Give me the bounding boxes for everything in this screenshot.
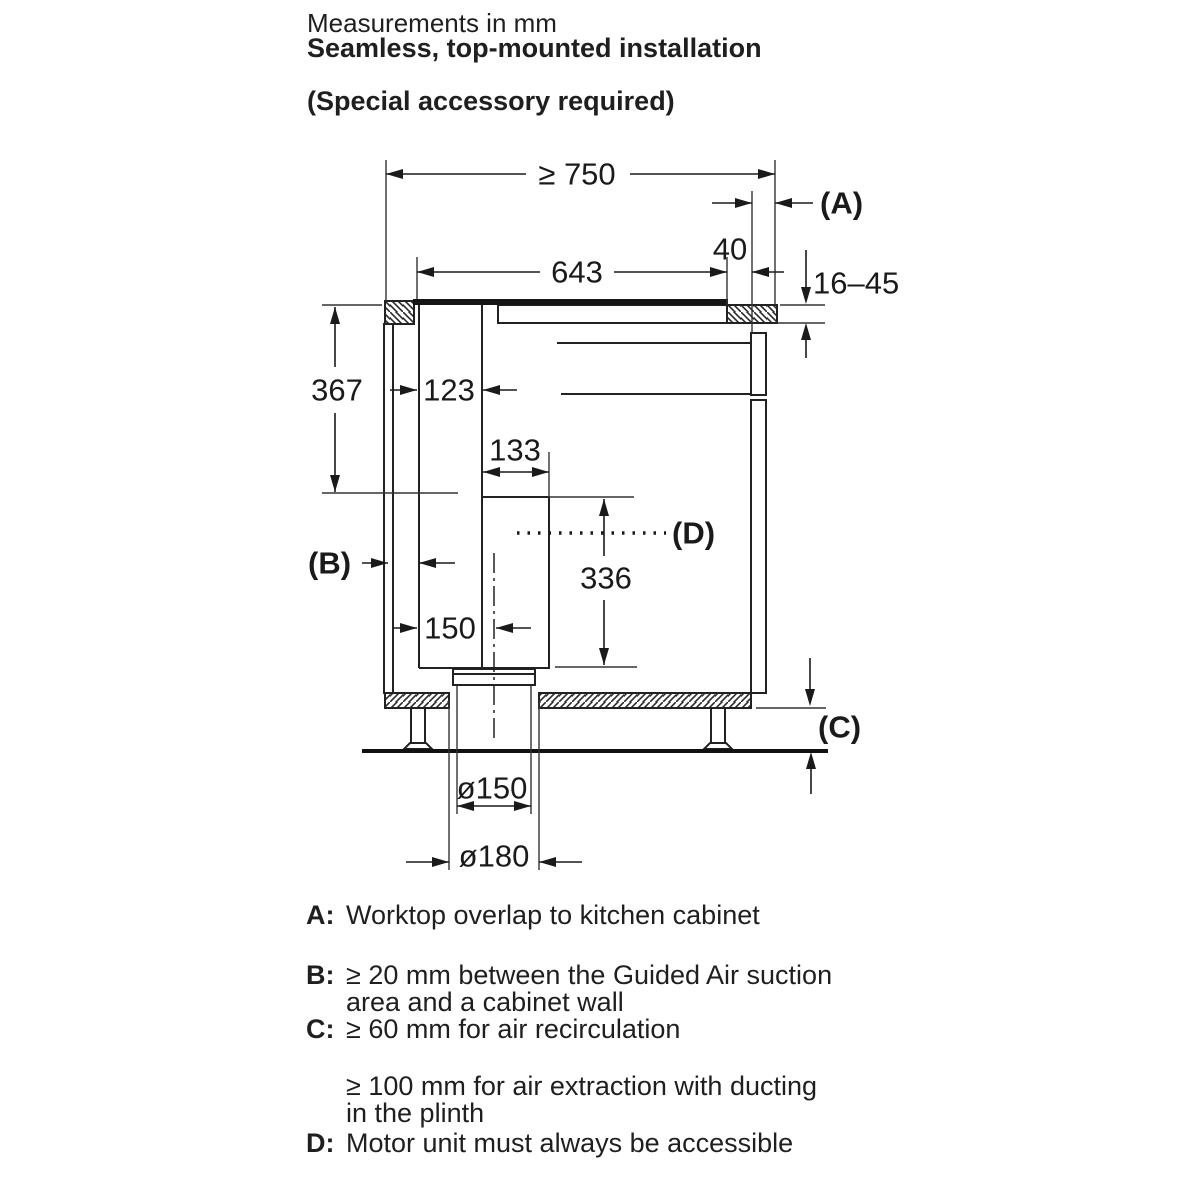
dim-label-a [712, 198, 813, 208]
dim-label-b [362, 558, 455, 568]
dim-text-motor-width: 133 [489, 432, 541, 468]
measurements-note: Measurements in mm [307, 8, 557, 38]
foot-left [404, 708, 432, 749]
dim-text-duct-diameter: ø150 [456, 770, 528, 806]
legend-key-b: B: [306, 960, 335, 990]
legend-text-extraction-line2: in the plinth [346, 1098, 485, 1128]
dim-text-column-depth: 367 [311, 372, 363, 408]
legend-item-d [306, 1130, 793, 1157]
legend-key-d: D: [306, 1128, 335, 1158]
dim-text-duct-offset: 150 [424, 610, 476, 646]
dim-text-hob-width: 643 [551, 254, 603, 290]
worktop [498, 305, 727, 323]
base-panel-left [385, 693, 449, 708]
cabinet-top-rail [751, 333, 766, 395]
dim-text-rear-gap: 40 [712, 231, 748, 267]
motor-unit [482, 497, 549, 668]
dim-text-motor-height: 336 [580, 560, 632, 596]
dim-text-column-width: 123 [423, 372, 475, 408]
legend-text-extraction-line1: ≥ 100 mm for air extraction with ducting [346, 1071, 818, 1101]
legend-item-b [306, 962, 832, 1016]
cabinet-right-wall [751, 400, 766, 693]
dim-text-hole-diameter: ø180 [458, 838, 530, 874]
dim-label-c [805, 658, 816, 794]
dim-worktop-thickness [801, 250, 811, 358]
dim-text-worktop-thickness: 16–45 [813, 265, 900, 301]
legend-text-c: ≥ 60 mm for air recirculation [346, 1014, 681, 1044]
hob-glass-plate [413, 299, 728, 305]
foot-right [704, 708, 732, 749]
dim-rear-gap [752, 267, 784, 277]
legend-text-a: Worktop overlap to kitchen cabinet [346, 900, 760, 930]
dim-text-label-d: (D) [672, 515, 716, 551]
dim-text-label-a: (A) [820, 185, 864, 221]
dim-text-label-b: (B) [308, 545, 352, 581]
legend-text-b-line2: area and a cabinet wall [346, 987, 624, 1017]
legend-item-c [306, 1016, 680, 1043]
legend-text-b-line1: ≥ 20 mm between the Guided Air suction [346, 960, 833, 990]
page-title: Seamless, top-mounted installation [307, 33, 762, 63]
dim-motor-width [483, 467, 549, 477]
cabinet-left-wall [384, 324, 393, 693]
legend-item-a [306, 902, 760, 929]
legend-key-a: A: [306, 900, 335, 930]
legend-key-extraction [306, 1073, 346, 1127]
legend-key-c: C: [306, 1014, 335, 1044]
dim-text-label-c: (C) [818, 709, 862, 745]
dim-text-overall-width: ≥ 750 [538, 156, 616, 192]
base-panel-right [539, 693, 751, 708]
worktop-left-section [385, 301, 414, 324]
accessory-note: (Special accessory required) [307, 86, 675, 116]
legend-text-d: Motor unit must always be accessible [346, 1128, 794, 1158]
legend-item-extraction [306, 1073, 817, 1127]
